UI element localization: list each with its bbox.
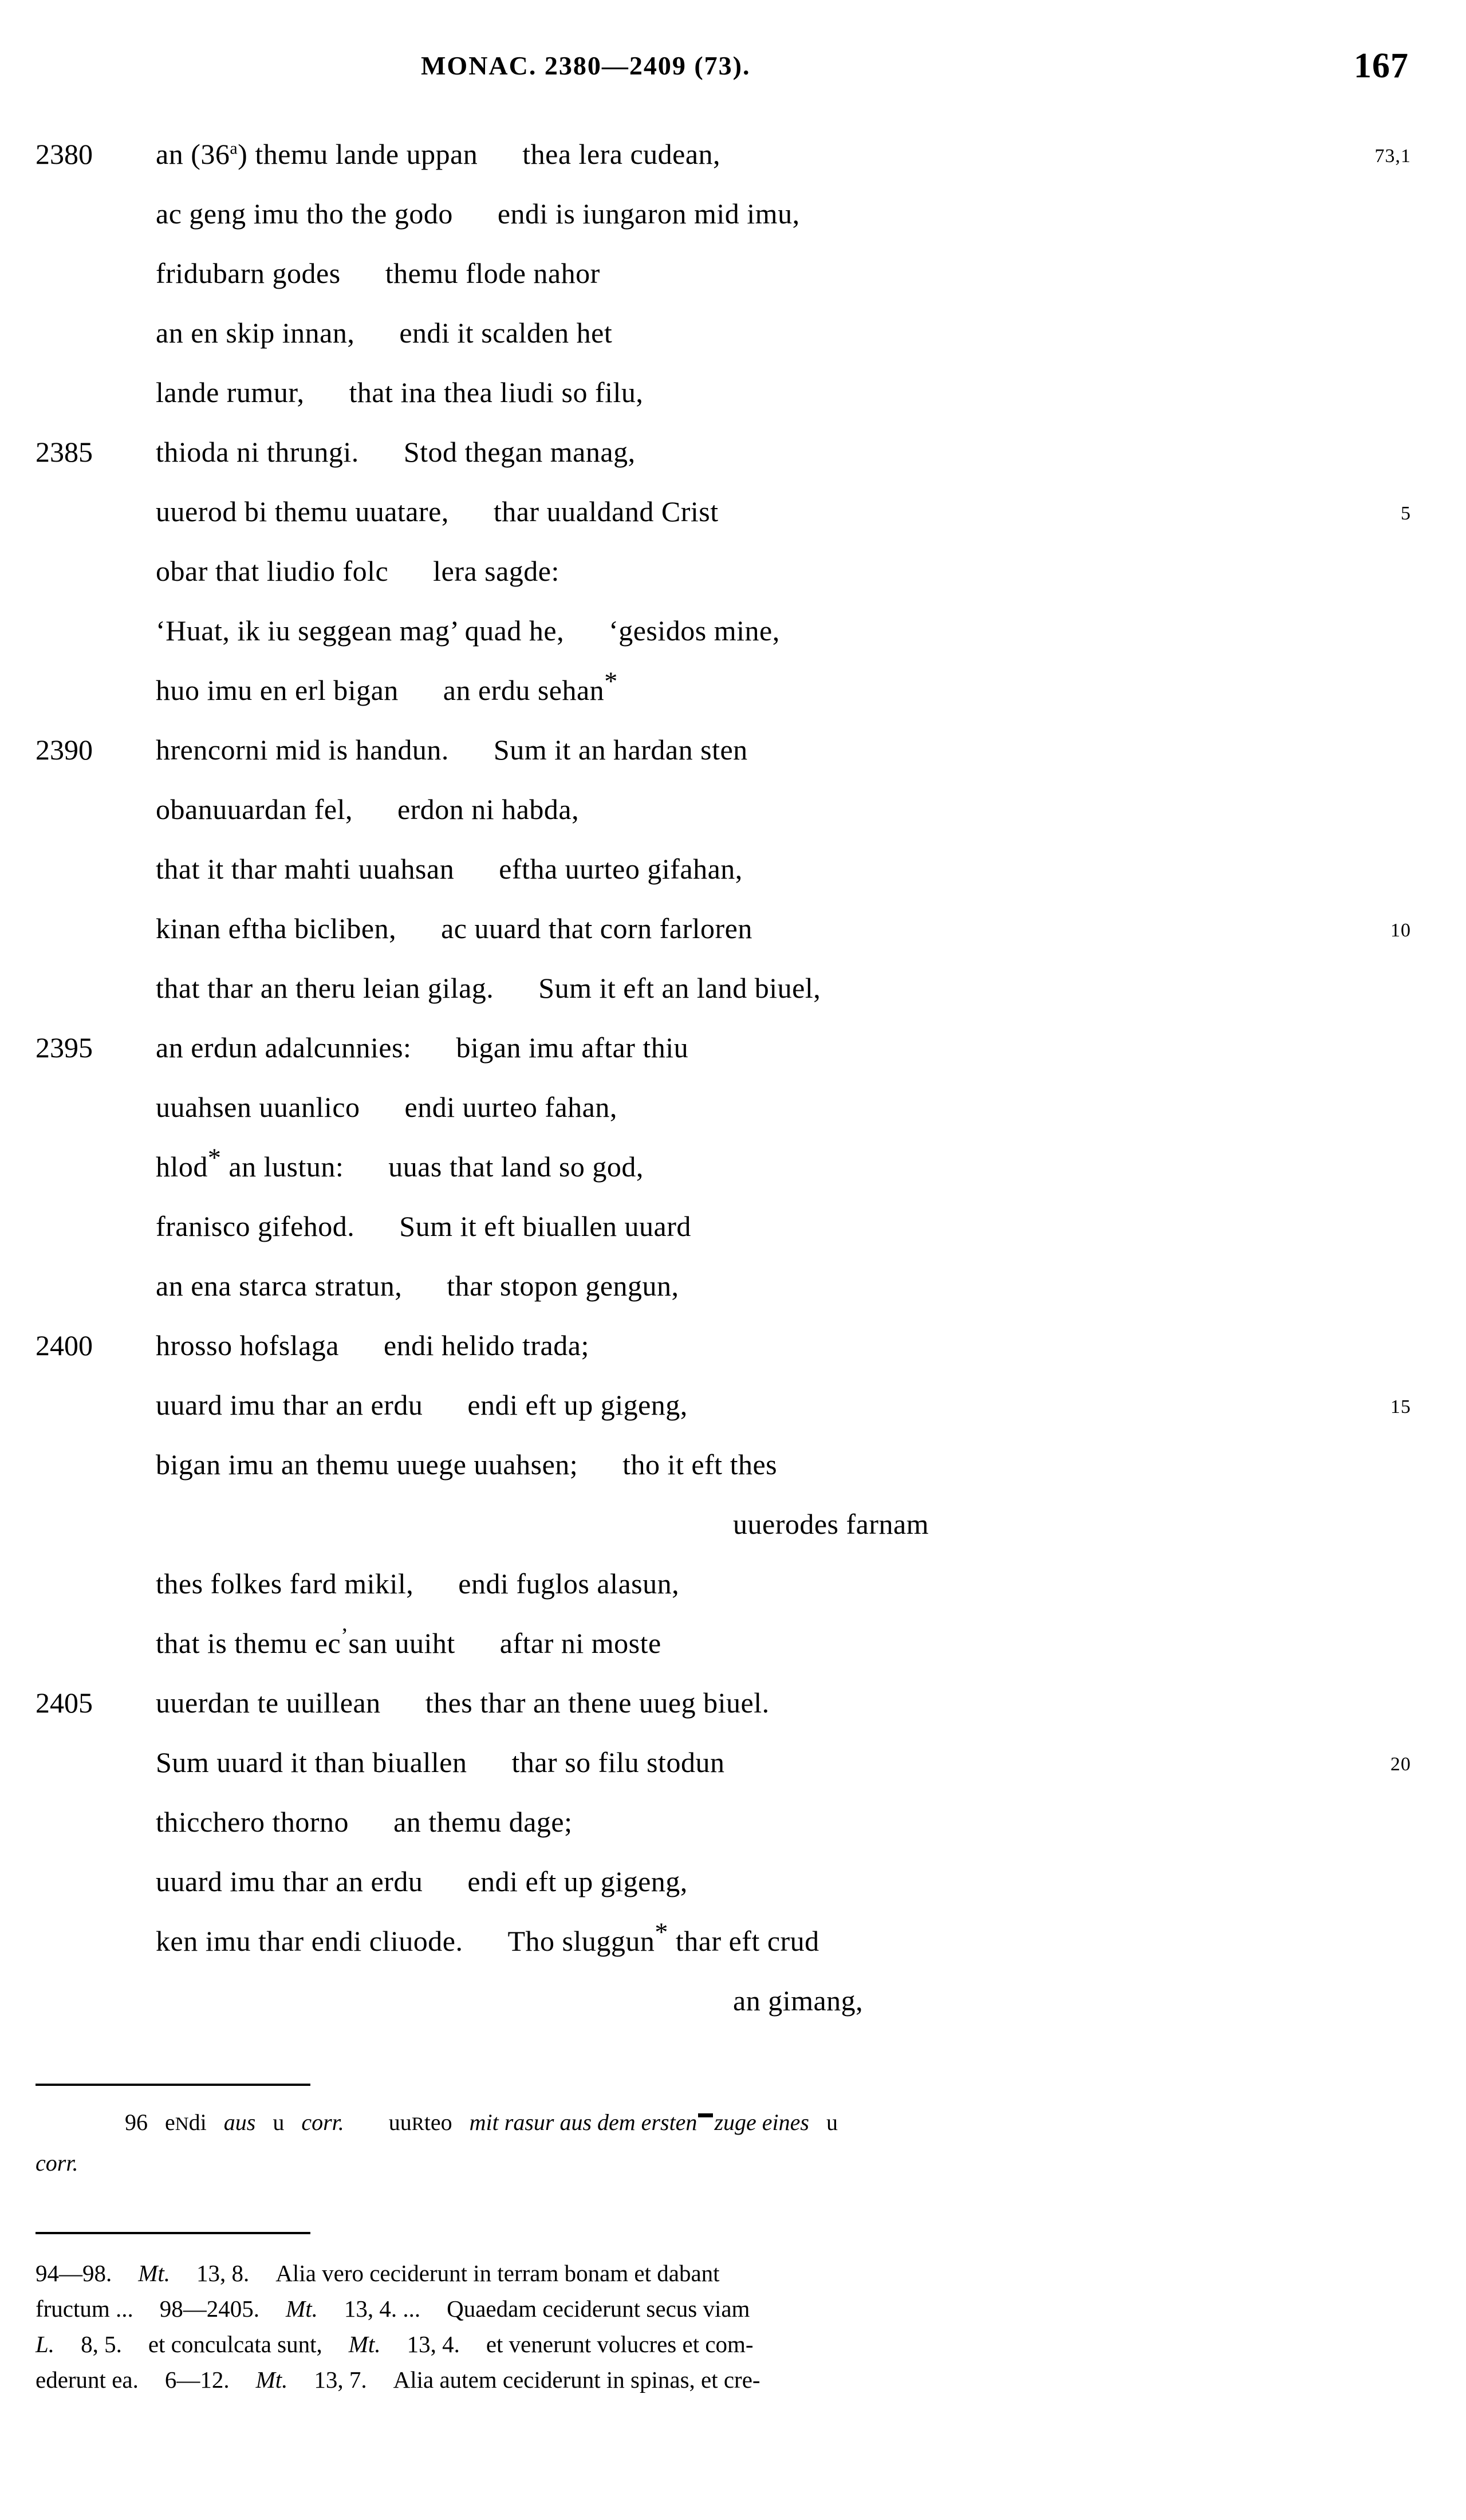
verse-line-number: 2405	[36, 1687, 93, 1719]
verse-line	[0, 1388, 1466, 1448]
source-apparatus-line	[36, 2326, 1430, 2362]
verse-line	[0, 971, 1466, 1031]
source-apparatus-text: et conculcata sunt,	[148, 2331, 322, 2357]
superscript-marker: a	[230, 139, 238, 158]
source-apparatus-text: 8, 5.	[81, 2331, 122, 2357]
verse-half-line-b: thar stopon gengun,	[447, 1270, 679, 1302]
verse-line	[0, 1269, 1466, 1329]
variant-word-endi-post: di	[188, 2109, 207, 2135]
verse-line	[0, 1507, 1466, 1567]
source-reference-sigil: Mt.	[286, 2295, 318, 2322]
verse-line	[0, 793, 1466, 852]
variant-note-zuge: zuge eines	[714, 2109, 809, 2135]
verse-block	[0, 137, 1466, 2043]
verse-text	[156, 733, 748, 766]
verse-line	[0, 1805, 1466, 1865]
verse-text	[156, 1090, 617, 1124]
variant-apparatus	[0, 2103, 1466, 2183]
verse-text	[156, 435, 636, 468]
asterisk-marker-icon: *	[655, 1917, 668, 1947]
source-apparatus-text: ederunt ea.	[36, 2367, 139, 2393]
verse-half-line-a-rest: an lustun:	[221, 1151, 344, 1183]
verse-half-line-b: an erdu sehan	[443, 674, 605, 706]
running-head	[0, 46, 1466, 97]
verse-half-line-a: an erdun adalcunnies:	[156, 1031, 412, 1064]
verse-half-line-b: tho it eft thes	[622, 1448, 778, 1480]
verse-half-line-b: that ina thea liudi so filu,	[349, 376, 644, 408]
verse-half-line-a: thioda ni thrungi.	[156, 436, 359, 468]
verse-text	[156, 971, 821, 1005]
verse-half-line-b: aftar ni moste	[499, 1627, 661, 1659]
verse-half-line-b: endi eft up gigeng,	[467, 1389, 688, 1421]
verse-line	[0, 1567, 1466, 1627]
variant-word-endi-smallcap: N	[175, 2114, 189, 2135]
verse-line	[0, 666, 1466, 733]
verse-half-line-b: endi is iungaron mid imu,	[497, 198, 800, 230]
source-reference-sigil: L.	[36, 2331, 55, 2357]
verse-half-line-a: bigan imu an themu uuege uuahsen;	[156, 1448, 578, 1480]
variant-note-rasur: mit rasur aus dem ersten	[469, 2109, 697, 2135]
verse-half-line-a: uuard imu thar an erdu	[156, 1389, 423, 1421]
source-apparatus-text: fructum ...	[36, 2295, 133, 2322]
variant-letter-u-1: u	[273, 2109, 285, 2135]
variant-apparatus-line	[0, 2103, 1466, 2144]
verse-line	[0, 733, 1466, 793]
verse-text	[156, 1210, 691, 1243]
verse-half-line-b: Tho sluggun	[507, 1925, 655, 1957]
verse-half-line-a-rest: ) themu lande uppan	[238, 138, 478, 170]
source-apparatus-text: 94—98.	[36, 2260, 112, 2286]
verse-line	[0, 1210, 1466, 1269]
verse-half-line-a: obar that liudio folc	[156, 555, 389, 587]
verse-text	[156, 1388, 688, 1422]
verse-half-line-b: thar uualdand Crist	[493, 495, 719, 527]
source-apparatus-text: Quaedam ceciderunt secus viam	[447, 2295, 750, 2322]
variant-lemma-number: 96	[125, 2109, 148, 2135]
source-apparatus-text: 13, 4. ...	[344, 2295, 421, 2322]
verse-line	[0, 912, 1466, 971]
verse-text	[156, 912, 752, 945]
verse-half-line-a: that it thar mahti uuahsan	[156, 853, 455, 885]
verse-half-line-b: Sum it an hardan sten	[493, 734, 748, 766]
source-apparatus-line	[36, 2362, 1430, 2397]
apostrophe-marker-icon: ’	[341, 1624, 349, 1648]
verse-half-line-b: an themu dage;	[393, 1806, 573, 1838]
verse-half-line-a: an (36	[156, 138, 230, 170]
verse-line-number: 2380	[36, 138, 93, 170]
variant-note-corr-1: corr.	[301, 2109, 344, 2135]
verse-text	[156, 495, 719, 528]
verse-half-line-b: endi fuglos alasun,	[458, 1568, 680, 1600]
verse-half-line-a: ‘Huat, ik iu seggean mag’ quad he,	[156, 615, 565, 647]
verse-half-line-a: thes folkes fard mikil,	[156, 1568, 414, 1600]
marginal-line-number: 20	[1390, 1754, 1411, 1775]
source-apparatus-text: 13, 7.	[314, 2367, 367, 2393]
verse-line	[0, 1031, 1466, 1090]
source-reference-sigil: Mt.	[138, 2260, 171, 2286]
verse-half-line-a: an ena starca stratun,	[156, 1270, 403, 1302]
verse-half-line-b: endi it scalden het	[399, 317, 613, 349]
verse-line	[0, 1917, 1466, 1984]
verse-half-line-a-rest: san uuiht	[348, 1627, 455, 1659]
source-reference-sigil: Mt.	[348, 2331, 381, 2357]
verse-half-line-b-rest: thar eft crud	[668, 1925, 819, 1957]
verse-half-line-b: lera sagde:	[433, 555, 559, 587]
source-apparatus-text: Alia autem ceciderunt in spinas, et cre-	[393, 2367, 760, 2393]
verse-text	[156, 1567, 679, 1600]
variant-apparatus-line	[0, 2144, 1466, 2183]
marginal-line-number: 10	[1390, 920, 1411, 941]
verse-half-line-a: an en skip innan,	[156, 317, 355, 349]
macron-mark-icon	[698, 2113, 713, 2117]
page-title: MONAC. 2380—2409 (73).	[421, 51, 751, 80]
source-apparatus-line	[36, 2255, 1430, 2291]
variant-word-uurteo-smallcap: R	[411, 2114, 424, 2135]
source-apparatus-text: et venerunt volucres et com-	[486, 2331, 754, 2357]
verse-line	[0, 197, 1466, 257]
marginal-line-number: 73,1	[1374, 145, 1411, 167]
verse-text	[156, 1031, 688, 1064]
source-apparatus-text: Alia vero ceciderunt in terram bonam et dabant	[275, 2260, 720, 2286]
variant-word-endi-pre: e	[165, 2109, 175, 2135]
source-apparatus-text: 98—2405.	[159, 2295, 260, 2322]
verse-half-line-b: thar so filu stodun	[511, 1746, 725, 1778]
verse-half-line-a: hrosso hofslaga	[156, 1329, 339, 1361]
verse-text	[156, 852, 743, 885]
verse-line	[0, 376, 1466, 435]
footnote-rule-top	[36, 2084, 310, 2086]
verse-half-line-a: obanuuardan fel,	[156, 793, 353, 825]
verse-half-line-b: endi helido trada;	[383, 1329, 589, 1361]
folio-number: 167	[1354, 46, 1409, 85]
verse-half-line-b: ac uuard that corn farloren	[441, 912, 752, 944]
verse-half-line-a: that thar an theru leian gilag.	[156, 972, 494, 1004]
source-apparatus	[36, 2255, 1430, 2397]
marginal-line-number: 15	[1390, 1396, 1411, 1418]
verse-half-line-b: thea lera cudean,	[522, 138, 721, 170]
verse-line-number: 2395	[36, 1031, 93, 1064]
verse-half-line-a: uuahsen uuanlico	[156, 1091, 360, 1123]
verse-half-line-a: uuard imu thar an erdu	[156, 1865, 423, 1897]
verse-half-line-b: ‘gesidos mine,	[609, 615, 780, 647]
verse-half-line-a: hlod	[156, 1151, 208, 1183]
asterisk-marker-icon: *	[207, 1143, 222, 1172]
verse-text	[156, 1329, 589, 1362]
verse-text	[156, 1269, 679, 1302]
source-reference-sigil: Mt.	[255, 2367, 288, 2393]
source-rule-top	[36, 2232, 310, 2234]
verse-half-line-b: themu flode nahor	[385, 257, 600, 289]
verse-half-line-a: that is themu ec	[156, 1627, 341, 1659]
verse-half-line-b: Sum it eft an land biuel,	[538, 972, 821, 1004]
verse-continuation-text: uuerodes farnam	[733, 1508, 929, 1540]
verse-text	[156, 1143, 644, 1183]
verse-text	[156, 376, 643, 409]
verse-text	[156, 257, 600, 290]
verse-text	[156, 1865, 688, 1898]
verse-half-line-a: franisco gifehod.	[156, 1210, 355, 1242]
verse-half-line-a: hrencorni mid is handun.	[156, 734, 449, 766]
verse-line-number: 2385	[36, 436, 93, 468]
verse-half-line-b: bigan imu aftar thiu	[456, 1031, 689, 1064]
source-apparatus-text: 13, 8.	[196, 2260, 250, 2286]
verse-line	[0, 1329, 1466, 1388]
verse-text	[156, 1917, 819, 1958]
verse-text	[156, 1746, 724, 1779]
asterisk-marker-icon: *	[604, 666, 618, 696]
verse-text	[156, 614, 780, 647]
verse-line	[0, 257, 1466, 316]
verse-text	[156, 1624, 661, 1660]
verse-text	[156, 666, 618, 707]
verse-line	[0, 1624, 1466, 1686]
verse-continuation-text: an gimang,	[733, 1984, 864, 2017]
verse-half-line-b: Sum it eft biuallen uuard	[399, 1210, 691, 1242]
verse-line	[0, 1865, 1466, 1924]
source-apparatus-line	[36, 2291, 1430, 2326]
verse-half-line-b: eftha uurteo gifahan,	[499, 853, 743, 885]
verse-half-line-b: thes thar an thene uueg biuel.	[425, 1687, 770, 1719]
verse-half-line-b: endi eft up gigeng,	[467, 1865, 688, 1897]
verse-line-number: 2400	[36, 1329, 93, 1361]
verse-text	[156, 197, 800, 230]
verse-text	[156, 1686, 770, 1719]
verse-text	[156, 316, 612, 349]
variant-word-uurteo-pre: uu	[388, 2109, 412, 2135]
source-apparatus-text: 6—12.	[164, 2367, 230, 2393]
verse-text	[156, 1448, 777, 1481]
verse-half-line-a: lande rumur,	[156, 376, 305, 408]
verse-half-line-a: ac geng imu tho the godo	[156, 198, 453, 230]
variant-word-uurteo-post: teo	[424, 2109, 452, 2135]
verse-text	[156, 554, 559, 588]
verse-half-line-b: erdon ni habda,	[397, 793, 580, 825]
verse-line	[0, 435, 1466, 495]
verse-line	[0, 554, 1466, 614]
verse-half-line-a: uuerdan te uuillean	[156, 1687, 381, 1719]
variant-letter-u-2: u	[826, 2109, 838, 2135]
verse-line	[0, 1143, 1466, 1210]
verse-line	[0, 852, 1466, 912]
verse-line	[0, 1448, 1466, 1507]
verse-half-line-a: Sum uuard it than biuallen	[156, 1746, 467, 1778]
variant-note-corr-2: corr.	[36, 2150, 78, 2176]
verse-line	[0, 137, 1466, 197]
verse-line	[0, 1090, 1466, 1150]
verse-line	[0, 1746, 1466, 1805]
variant-note-aus: aus	[223, 2109, 256, 2135]
source-apparatus-text: 13, 4.	[407, 2331, 460, 2357]
verse-text	[156, 1805, 573, 1838]
verse-line	[0, 316, 1466, 376]
marginal-line-number: 5	[1401, 503, 1411, 524]
verse-half-line-b: endi uurteo fahan,	[404, 1091, 617, 1123]
verse-text	[156, 793, 579, 826]
verse-half-line-b: uuas that land so god,	[388, 1151, 644, 1183]
verse-line-number: 2390	[36, 734, 93, 766]
verse-half-line-a: uuerod bi themu uuatare,	[156, 495, 449, 527]
verse-half-line-a: huo imu en erl bigan	[156, 674, 399, 706]
verse-half-line-a: thicchero thorno	[156, 1806, 349, 1838]
verse-text	[156, 137, 720, 171]
verse-line	[0, 495, 1466, 554]
verse-half-line-a: kinan eftha bicliben,	[156, 912, 397, 944]
verse-line	[0, 1984, 1466, 2043]
verse-line	[0, 1686, 1466, 1746]
verse-half-line-b: Stod thegan manag,	[403, 436, 636, 468]
verse-half-line-a: fridubarn godes	[156, 257, 341, 289]
verse-half-line-a: ken imu thar endi cliuode.	[156, 1925, 463, 1957]
verse-line	[0, 614, 1466, 674]
